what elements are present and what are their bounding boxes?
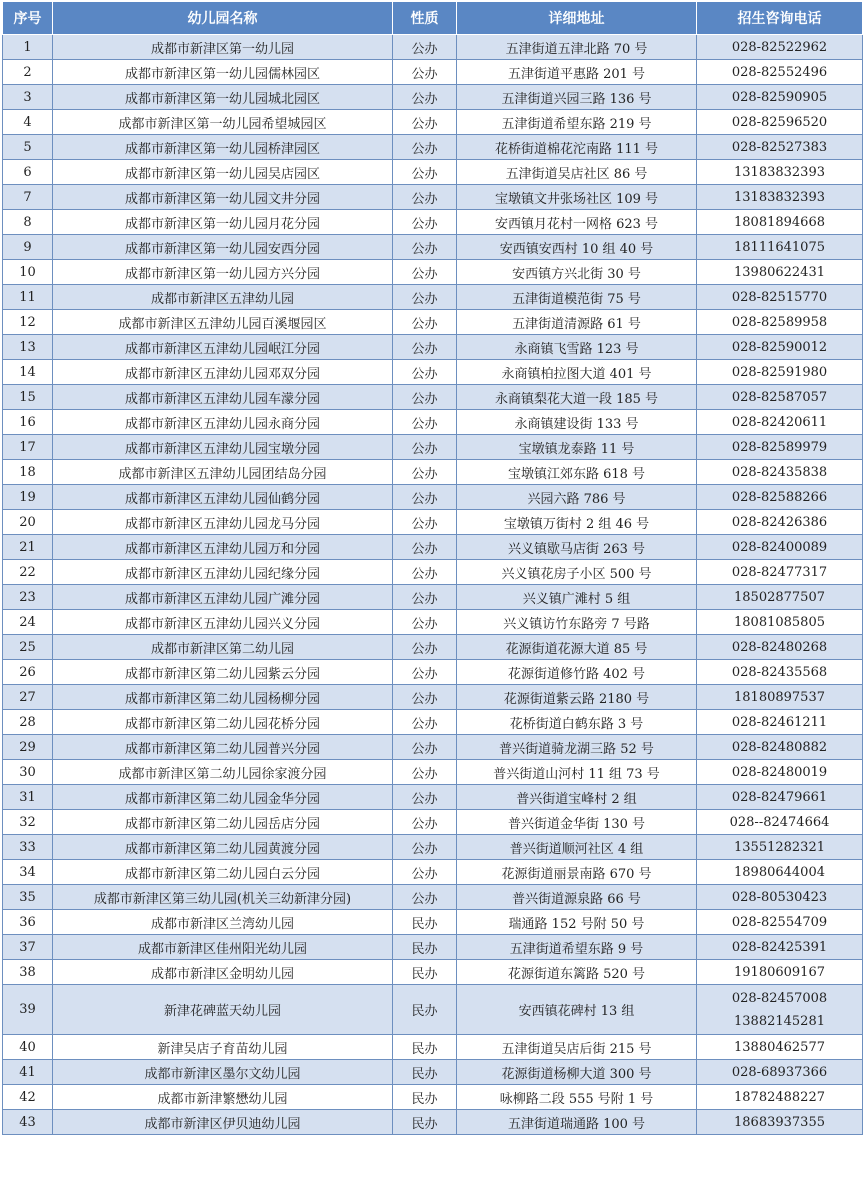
cell-phone: 18782488227 [697, 1085, 863, 1110]
cell-no: 32 [3, 810, 53, 835]
cell-name: 成都市新津区第二幼儿园普兴分园 [53, 735, 393, 760]
cell-address: 宝墩镇龙泰路 11 号 [457, 435, 697, 460]
cell-no: 31 [3, 785, 53, 810]
cell-type: 公办 [393, 860, 457, 885]
cell-no: 11 [3, 285, 53, 310]
table-row [3, 460, 863, 485]
table-row [3, 110, 863, 135]
cell-no: 2 [3, 60, 53, 85]
cell-name: 成都市新津区五津幼儿园团结岛分园 [53, 460, 393, 485]
cell-no: 5 [3, 135, 53, 160]
cell-phone: 028-82477317 [697, 560, 863, 585]
cell-phone: 028-82461211 [697, 710, 863, 735]
cell-type: 公办 [393, 285, 457, 310]
cell-phone: 028-82552496 [697, 60, 863, 85]
cell-phone: 13183832393 [697, 160, 863, 185]
cell-phone: 028-82596520 [697, 110, 863, 135]
cell-type: 公办 [393, 185, 457, 210]
cell-type: 公办 [393, 235, 457, 260]
cell-type: 公办 [393, 485, 457, 510]
cell-type: 公办 [393, 535, 457, 560]
cell-name: 成都市新津区五津幼儿园广滩分园 [53, 585, 393, 610]
cell-no: 20 [3, 510, 53, 535]
table-row [3, 235, 863, 260]
cell-name: 成都市新津区金明幼儿园 [53, 960, 393, 985]
cell-phone: 028-82400089 [697, 535, 863, 560]
cell-phone: 028-82522962 [697, 35, 863, 60]
cell-no: 35 [3, 885, 53, 910]
table-row [3, 985, 863, 1035]
table-row [3, 410, 863, 435]
header-address: 详细地址 [457, 2, 697, 35]
cell-type: 公办 [393, 410, 457, 435]
cell-address: 花源街道东篱路 520 号 [457, 960, 697, 985]
cell-address: 安西镇花碑村 13 组 [457, 985, 697, 1035]
cell-no: 1 [3, 35, 53, 60]
cell-name: 成都市新津区第一幼儿园希望城园区 [53, 110, 393, 135]
cell-name: 成都市新津区佳州阳光幼儿园 [53, 935, 393, 960]
table-row [3, 385, 863, 410]
cell-name: 成都市新津区第一幼儿园儒林园区 [53, 60, 393, 85]
cell-type: 公办 [393, 735, 457, 760]
cell-address: 永商镇建设街 133 号 [457, 410, 697, 435]
cell-name: 成都市新津区第二幼儿园黄渡分园 [53, 835, 393, 860]
cell-address: 兴义镇广滩村 5 组 [457, 585, 697, 610]
table-row [3, 560, 863, 585]
cell-type: 公办 [393, 110, 457, 135]
cell-no: 15 [3, 385, 53, 410]
cell-type: 公办 [393, 135, 457, 160]
cell-name: 成都市新津区第一幼儿园吴店园区 [53, 160, 393, 185]
cell-address: 普兴街道源泉路 66 号 [457, 885, 697, 910]
cell-address: 五津街道清源路 61 号 [457, 310, 697, 335]
cell-address: 五津街道吴店社区 86 号 [457, 160, 697, 185]
cell-address: 五津街道兴园三路 136 号 [457, 85, 697, 110]
phone-line: 13882145281 [734, 1013, 825, 1029]
cell-address: 五津街道平惠路 201 号 [457, 60, 697, 85]
cell-phone: 028-82435838 [697, 460, 863, 485]
cell-address: 宝墩镇万街村 2 组 46 号 [457, 510, 697, 535]
cell-name: 成都市新津区第二幼儿园紫云分园 [53, 660, 393, 685]
cell-address: 花源街道修竹路 402 号 [457, 660, 697, 685]
cell-no: 18 [3, 460, 53, 485]
cell-phone: 028-82554709 [697, 910, 863, 935]
cell-phone: 028-82590012 [697, 335, 863, 360]
cell-no: 3 [3, 85, 53, 110]
cell-no: 8 [3, 210, 53, 235]
cell-no: 17 [3, 435, 53, 460]
cell-name: 成都市新津区五津幼儿园百溪堰园区 [53, 310, 393, 335]
table-row [3, 435, 863, 460]
cell-phone: 18081085805 [697, 610, 863, 635]
cell-type: 公办 [393, 35, 457, 60]
cell-name: 成都市新津区五津幼儿园纪缘分园 [53, 560, 393, 585]
table-row [3, 910, 863, 935]
cell-address: 兴园六路 786 号 [457, 485, 697, 510]
cell-type: 公办 [393, 335, 457, 360]
cell-phone: 028-82589958 [697, 310, 863, 335]
phone-line: 028-82457008 [731, 990, 828, 1006]
cell-no: 40 [3, 1035, 53, 1060]
cell-name: 成都市新津区五津幼儿园岷江分园 [53, 335, 393, 360]
cell-name: 新津花碑蓝天幼儿园 [53, 985, 393, 1035]
cell-type: 民办 [393, 1110, 457, 1135]
cell-address: 五津街道瑞通路 100 号 [457, 1110, 697, 1135]
table-row [3, 660, 863, 685]
cell-no: 30 [3, 760, 53, 785]
cell-phone: 18180897537 [697, 685, 863, 710]
cell-address: 兴义镇访竹东路旁 7 号路 [457, 610, 697, 635]
cell-address: 宝墩镇文井张场社区 109 号 [457, 185, 697, 210]
cell-phone: 028-82480019 [697, 760, 863, 785]
cell-type: 公办 [393, 585, 457, 610]
cell-address: 花桥街道白鹤东路 3 号 [457, 710, 697, 735]
cell-address: 永商镇柏拉图大道 401 号 [457, 360, 697, 385]
cell-name: 成都市新津区第三幼儿园(机关三幼新津分园) [53, 885, 393, 910]
cell-phone: 18683937355 [697, 1110, 863, 1135]
table-body [3, 35, 863, 1135]
cell-address: 安西镇方兴北街 30 号 [457, 260, 697, 285]
cell-address: 五津街道五津北路 70 号 [457, 35, 697, 60]
table-row [3, 960, 863, 985]
cell-name: 成都市新津区伊贝迪幼儿园 [53, 1110, 393, 1135]
table-row [3, 35, 863, 60]
table-row [3, 735, 863, 760]
cell-phone: 028-82588266 [697, 485, 863, 510]
cell-name: 成都市新津区墨尔文幼儿园 [53, 1060, 393, 1085]
cell-type: 公办 [393, 885, 457, 910]
cell-address: 花桥街道棉花沱南路 111 号 [457, 135, 697, 160]
cell-type: 公办 [393, 385, 457, 410]
cell-phone: 028-82591980 [697, 360, 863, 385]
cell-address: 五津街道希望东路 9 号 [457, 935, 697, 960]
cell-address: 瑞通路 152 号附 50 号 [457, 910, 697, 935]
cell-type: 公办 [393, 610, 457, 635]
cell-type: 公办 [393, 435, 457, 460]
table-row [3, 760, 863, 785]
table-row [3, 1035, 863, 1060]
cell-name: 成都市新津区五津幼儿园万和分园 [53, 535, 393, 560]
cell-name: 成都市新津区五津幼儿园邓双分园 [53, 360, 393, 385]
cell-name: 成都市新津区五津幼儿园 [53, 285, 393, 310]
cell-type: 公办 [393, 260, 457, 285]
cell-type: 公办 [393, 685, 457, 710]
cell-name: 成都市新津区第一幼儿园城北园区 [53, 85, 393, 110]
cell-phone: 028-82589979 [697, 435, 863, 460]
table-row [3, 185, 863, 210]
cell-no: 24 [3, 610, 53, 635]
cell-name: 成都市新津区五津幼儿园宝墩分园 [53, 435, 393, 460]
cell-phone [697, 985, 863, 1035]
header-row [3, 2, 863, 35]
cell-name: 成都市新津区五津幼儿园龙马分园 [53, 510, 393, 535]
cell-no: 21 [3, 535, 53, 560]
cell-type: 民办 [393, 1060, 457, 1085]
cell-address: 普兴街道顺河社区 4 组 [457, 835, 697, 860]
cell-type: 公办 [393, 460, 457, 485]
cell-address: 普兴街道骑龙湖三路 52 号 [457, 735, 697, 760]
cell-name: 成都市新津区第一幼儿园文井分园 [53, 185, 393, 210]
cell-no: 41 [3, 1060, 53, 1085]
cell-name: 成都市新津区第二幼儿园岳店分园 [53, 810, 393, 835]
cell-no: 33 [3, 835, 53, 860]
table-row [3, 210, 863, 235]
table-row [3, 860, 863, 885]
cell-type: 公办 [393, 85, 457, 110]
table-row [3, 85, 863, 110]
cell-type: 公办 [393, 660, 457, 685]
cell-address: 五津街道希望东路 219 号 [457, 110, 697, 135]
cell-address: 永商镇飞雪路 123 号 [457, 335, 697, 360]
cell-name: 成都市新津区第二幼儿园杨柳分园 [53, 685, 393, 710]
cell-address: 花源街道花源大道 85 号 [457, 635, 697, 660]
cell-phone: 028-82590905 [697, 85, 863, 110]
cell-phone: 028-82435568 [697, 660, 863, 685]
cell-phone: 028-82480882 [697, 735, 863, 760]
cell-type: 公办 [393, 810, 457, 835]
cell-phone: 028-82480268 [697, 635, 863, 660]
cell-address: 咏柳路二段 555 号附 1 号 [457, 1085, 697, 1110]
cell-type: 公办 [393, 835, 457, 860]
cell-no: 29 [3, 735, 53, 760]
table-row [3, 585, 863, 610]
table-row [3, 260, 863, 285]
table-row [3, 1085, 863, 1110]
cell-type: 公办 [393, 760, 457, 785]
cell-type: 公办 [393, 710, 457, 735]
header-name: 幼儿园名称 [53, 2, 393, 35]
cell-address: 花源街道紫云路 2180 号 [457, 685, 697, 710]
cell-no: 19 [3, 485, 53, 510]
cell-address: 五津街道吴店后街 215 号 [457, 1035, 697, 1060]
cell-phone: 028-82426386 [697, 510, 863, 535]
cell-name: 新津吴店子育苗幼儿园 [53, 1035, 393, 1060]
cell-no: 22 [3, 560, 53, 585]
cell-phone: 13183832393 [697, 185, 863, 210]
table-row [3, 685, 863, 710]
cell-address: 永商镇梨花大道一段 185 号 [457, 385, 697, 410]
cell-name: 成都市新津区五津幼儿园兴义分园 [53, 610, 393, 635]
cell-type: 民办 [393, 985, 457, 1035]
cell-name: 成都市新津区第二幼儿园徐家渡分园 [53, 760, 393, 785]
cell-type: 民办 [393, 960, 457, 985]
cell-no: 28 [3, 710, 53, 735]
cell-address: 普兴街道山河村 11 组 73 号 [457, 760, 697, 785]
table-row [3, 710, 863, 735]
cell-phone: 18111641075 [697, 235, 863, 260]
cell-phone: 028-80530423 [697, 885, 863, 910]
cell-name: 成都市新津区第一幼儿园 [53, 35, 393, 60]
table-row [3, 610, 863, 635]
cell-phone: 18081894668 [697, 210, 863, 235]
table-row [3, 1110, 863, 1135]
cell-address: 五津街道模范街 75 号 [457, 285, 697, 310]
cell-no: 34 [3, 860, 53, 885]
cell-name: 成都市新津区五津幼儿园车濛分园 [53, 385, 393, 410]
cell-name: 成都市新津区第一幼儿园方兴分园 [53, 260, 393, 285]
cell-type: 公办 [393, 60, 457, 85]
table-row [3, 885, 863, 910]
cell-phone: 13980622431 [697, 260, 863, 285]
cell-phone: 13880462577 [697, 1035, 863, 1060]
table-row [3, 60, 863, 85]
cell-no: 14 [3, 360, 53, 385]
cell-no: 43 [3, 1110, 53, 1135]
cell-type: 公办 [393, 560, 457, 585]
cell-name: 成都市新津区第二幼儿园白云分园 [53, 860, 393, 885]
header-type: 性质 [393, 2, 457, 35]
cell-phone: 13551282321 [697, 835, 863, 860]
table-row [3, 285, 863, 310]
cell-phone: 19180609167 [697, 960, 863, 985]
cell-no: 23 [3, 585, 53, 610]
cell-no: 12 [3, 310, 53, 335]
cell-type: 公办 [393, 360, 457, 385]
cell-type: 公办 [393, 510, 457, 535]
cell-name: 成都市新津繁懋幼儿园 [53, 1085, 393, 1110]
cell-phone: 028-82515770 [697, 285, 863, 310]
cell-no: 6 [3, 160, 53, 185]
cell-no: 39 [3, 985, 53, 1035]
cell-no: 16 [3, 410, 53, 435]
cell-no: 37 [3, 935, 53, 960]
cell-phone: 028--82474664 [697, 810, 863, 835]
cell-no: 25 [3, 635, 53, 660]
cell-phone: 028-82425391 [697, 935, 863, 960]
header-phone: 招生咨询电话 [697, 2, 863, 35]
cell-phone: 028-68937366 [697, 1060, 863, 1085]
table-row [3, 785, 863, 810]
table-row [3, 485, 863, 510]
cell-name: 成都市新津区第一幼儿园安西分园 [53, 235, 393, 260]
cell-phone: 18502877507 [697, 585, 863, 610]
cell-type: 民办 [393, 1035, 457, 1060]
cell-name: 成都市新津区第二幼儿园花桥分园 [53, 710, 393, 735]
header-no: 序号 [3, 2, 53, 35]
cell-name: 成都市新津区第一幼儿园月花分园 [53, 210, 393, 235]
table-row [3, 835, 863, 860]
cell-no: 38 [3, 960, 53, 985]
table-row [3, 510, 863, 535]
table-row [3, 535, 863, 560]
cell-type: 民办 [393, 910, 457, 935]
cell-type: 民办 [393, 1085, 457, 1110]
table-row [3, 810, 863, 835]
cell-address: 宝墩镇江郊东路 618 号 [457, 460, 697, 485]
cell-type: 公办 [393, 635, 457, 660]
cell-address: 兴义镇花房子小区 500 号 [457, 560, 697, 585]
cell-type: 公办 [393, 210, 457, 235]
cell-no: 27 [3, 685, 53, 710]
cell-name: 成都市新津区五津幼儿园仙鹤分园 [53, 485, 393, 510]
cell-no: 42 [3, 1085, 53, 1110]
table-row [3, 335, 863, 360]
cell-address: 兴义镇歇马店街 263 号 [457, 535, 697, 560]
cell-no: 13 [3, 335, 53, 360]
cell-address: 普兴街道金华街 130 号 [457, 810, 697, 835]
table-row [3, 310, 863, 335]
cell-type: 民办 [393, 935, 457, 960]
cell-name: 成都市新津区兰湾幼儿园 [53, 910, 393, 935]
cell-address: 普兴街道宝峰村 2 组 [457, 785, 697, 810]
cell-name: 成都市新津区第二幼儿园 [53, 635, 393, 660]
table-row [3, 160, 863, 185]
cell-no: 26 [3, 660, 53, 685]
cell-no: 10 [3, 260, 53, 285]
cell-type: 公办 [393, 785, 457, 810]
table-row [3, 135, 863, 160]
table-row [3, 935, 863, 960]
cell-phone: 028-82527383 [697, 135, 863, 160]
table-row [3, 1060, 863, 1085]
cell-no: 7 [3, 185, 53, 210]
cell-name: 成都市新津区五津幼儿园永商分园 [53, 410, 393, 435]
table-row [3, 635, 863, 660]
cell-no: 4 [3, 110, 53, 135]
cell-type: 公办 [393, 160, 457, 185]
table-row [3, 360, 863, 385]
cell-address: 安西镇月花村一网格 623 号 [457, 210, 697, 235]
cell-phone: 028-82479661 [697, 785, 863, 810]
cell-address: 安西镇安西村 10 组 40 号 [457, 235, 697, 260]
cell-address: 花源街道丽景南路 670 号 [457, 860, 697, 885]
cell-name: 成都市新津区第一幼儿园桥津园区 [53, 135, 393, 160]
cell-type: 公办 [393, 310, 457, 335]
cell-phone: 028-82587057 [697, 385, 863, 410]
cell-name: 成都市新津区第二幼儿园金华分园 [53, 785, 393, 810]
cell-phone: 18980644004 [697, 860, 863, 885]
cell-address: 花源街道杨柳大道 300 号 [457, 1060, 697, 1085]
cell-phone: 028-82420611 [697, 410, 863, 435]
cell-no: 9 [3, 235, 53, 260]
cell-no: 36 [3, 910, 53, 935]
kindergarten-table [2, 1, 863, 1135]
